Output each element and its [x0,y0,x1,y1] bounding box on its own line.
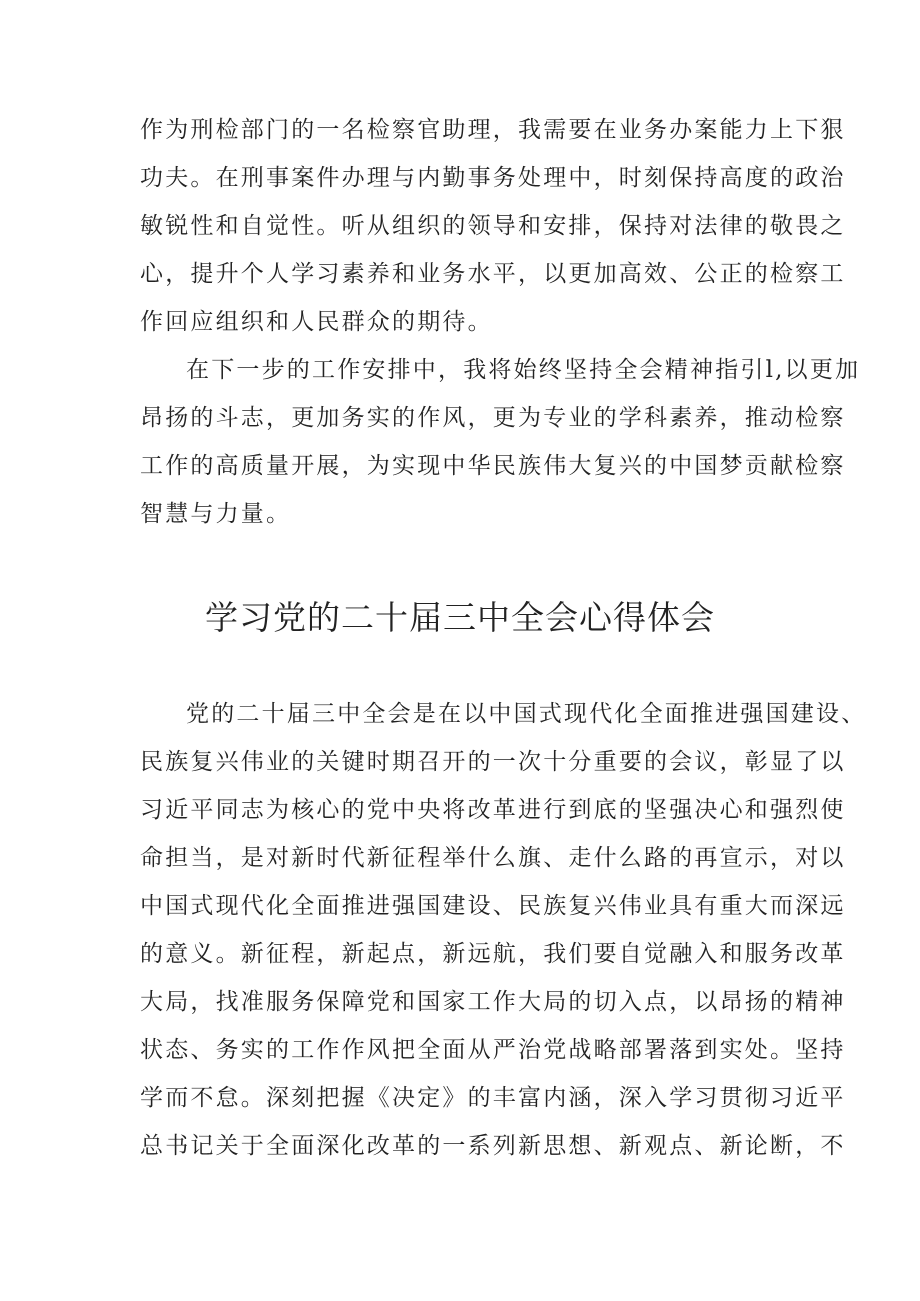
paragraph-line: 工作的高质量开展，为实现中华民族伟大复兴的中国梦贡献检察 [140,453,846,479]
paragraph-line: 习近平同志为核心的党中央将改革进行到底的坚强决心和强烈使 [140,797,846,823]
paragraph-line: 民族复兴伟业的关键时期召开的一次十分重要的会议，彰显了以 [140,749,846,775]
paragraph-line: 敏锐性和自觉性。听从组织的领导和安排，保持对法律的敬畏之 [140,213,846,239]
paragraph-line: 作为刑检部门的一名检察官助理，我需要在业务办案能力上下狠 [140,117,846,143]
paragraph-first-line: 党的二十届三中全会是在以中国式现代化全面推进强国建设、 [186,701,867,727]
paragraph-line: 功夫。在刑事案件办理与内勤事务处理中，时刻保持高度的政治 [140,165,846,191]
paragraph-line: 的意义。新征程，新起点，新远航，我们要自觉融入和服务改革 [140,941,846,967]
paragraph-line: 智慧与力量。 [140,501,292,527]
paragraph-line: 命担当，是对新时代新征程举什么旗、走什么路的再宣示，对以 [140,845,846,871]
paragraph-line: 学而不怠。深刻把握《决定》的丰富内涵，深入学习贯彻习近平 [140,1085,846,1111]
paragraph-line: 大局，找准服务保障党和国家工作大局的切入点，以昂扬的精神 [140,989,846,1015]
section-heading: 学习党的二十届三中全会心得体会 [205,598,715,637]
paragraph-line: 昂扬的斗志，更加务实的作风，更为专业的学科素养，推动检察 [140,405,846,431]
paragraph-first-line: 在下一步的工作安排中，我将始终坚持全会精神指引l,以更加 [186,357,861,383]
paragraph-line: 总书记关于全面深化改革的一系列新思想、新观点、新论断，不 [140,1133,846,1159]
paragraph-line: 心，提升个人学习素养和业务水平，以更加高效、公正的检察工 [140,261,846,287]
paragraph-line: 作回应组织和人民群众的期待。 [140,309,493,335]
paragraph-line: 中国式现代化全面推进强国建设、民族复兴伟业具有重大而深远 [140,893,846,919]
paragraph-line: 状态、务实的工作作风把全面从严治党战略部署落到实处。坚持 [140,1037,846,1063]
